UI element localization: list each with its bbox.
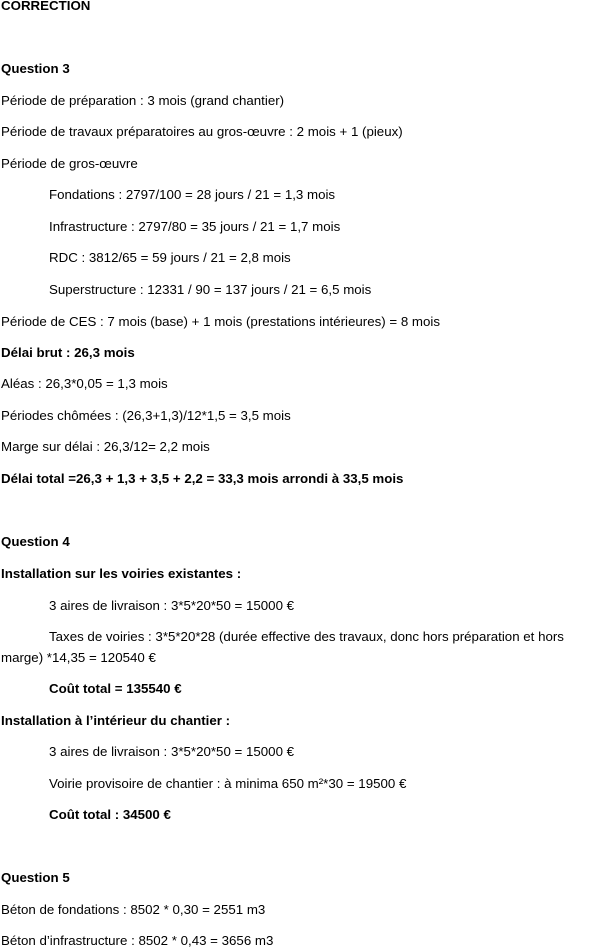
q4-subheading: Installation à l’intérieur du chantier : [1,713,231,728]
q4-line: Taxes de voiries : 3*5*20*28 (durée effective des travaux, donc hors préparation et hors [49,629,564,644]
question-3-heading: Question 3 [1,61,70,76]
q4-line: 3 aires de livraison : 3*5*20*50 = 15000 € [49,598,295,613]
q4-line: 3 aires de livraison : 3*5*20*50 = 15000 € [49,744,295,759]
q4-total: Coût total : 34500 € [49,807,171,822]
q4-line: Voirie provisoire de chantier : à minima 650 m²*30 = 19500 € [49,776,407,791]
question-5-heading: Question 5 [1,870,70,885]
q3-line: Période de travaux préparatoires au gros-œuvre : 2 mois + 1 (pieux) [1,124,403,139]
q3-line: Période de préparation : 3 mois (grand chantier) [1,93,285,108]
q5-line: Béton de fondations : 8502 * 0,30 = 2551 m3 [1,902,266,917]
q3-bold-line: Délai total =26,3 + 1,3 + 3,5 + 2,2 = 33,3 mois arrondi à 33,5 mois [1,471,404,486]
q3-line: Superstructure : 12331 / 90 = 137 jours / 21 = 6,5 mois [49,282,372,297]
q4-line: marge) *14,35 = 120540 € [1,650,156,665]
q3-line: Infrastructure : 2797/80 = 35 jours / 21 = 1,7 mois [49,219,341,234]
q4-subheading: Installation sur les voiries existantes : [1,566,242,581]
q3-line: Périodes chômées : (26,3+1,3)/12*1,5 = 3,5 mois [1,408,291,423]
q4-total: Coût total = 135540 € [49,681,182,696]
q5-line: Béton d’infrastructure : 8502 * 0,43 = 3656 m3 [1,933,274,948]
document-title: CORRECTION [1,0,91,13]
q3-line: Période de gros-œuvre [1,156,138,171]
q3-line: RDC : 3812/65 = 59 jours / 21 = 2,8 mois [49,250,291,265]
q3-line: Fondations : 2797/100 = 28 jours / 21 = 1,3 mois [49,187,336,202]
q3-line: Marge sur délai : 26,3/12= 2,2 mois [1,439,210,454]
question-4-heading: Question 4 [1,534,70,549]
q3-bold-line: Délai brut : 26,3 mois [1,345,135,360]
q3-line: Période de CES : 7 mois (base) + 1 mois (prestations intérieures) = 8 mois [1,314,440,329]
q3-line: Aléas : 26,3*0,05 = 1,3 mois [1,376,168,391]
